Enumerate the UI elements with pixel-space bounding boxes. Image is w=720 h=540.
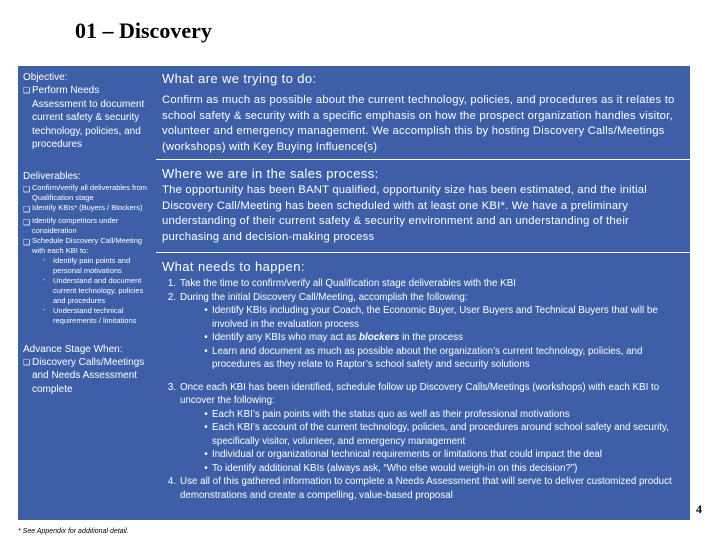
step-subtext	[212, 331, 682, 345]
step-subitem	[162, 421, 682, 448]
bullet-dot-icon: •	[204, 408, 208, 420]
bullet-dot-icon: •	[204, 449, 208, 460]
bullet-dot-icon: •	[204, 462, 208, 474]
deliverable-item	[23, 183, 151, 203]
bullet-dot-icon: •	[204, 422, 208, 433]
step-subitem	[162, 331, 682, 345]
step-text: Once each KBI has been identified, schedule follow up Discovery Calls/Meetings (workshops) with each KBI to uncover the following:	[180, 381, 660, 406]
action-steps	[162, 277, 682, 502]
step-text: Use all of this gathered information to complete a Needs Assessment that will serve to deliver customized product demonstrations and create a compelling, value-based proposal	[180, 476, 672, 501]
step-subtext: To identify additional KBIs (always ask, “Who else would weigh-in on this decision?”)	[212, 462, 578, 474]
section-heading: Where we are in the sales process:	[162, 166, 379, 181]
dash-bullet-icon: -	[43, 256, 46, 264]
step-subtext: Identify KBIs including your Coach, the Economic Buyer, User Buyers and Technical Buyers that will be involved in the evaluation process	[212, 305, 658, 330]
deliverable-subtext: Identify pain points and personal motivations	[53, 255, 131, 275]
section-divider	[156, 252, 690, 253]
dash-bullet-icon: -	[43, 276, 46, 284]
step-subtext: Each KBI’s account of the current technology, policies, and procedures around school safety and security, specifically visitor, volunteer, and emergency management	[212, 422, 669, 447]
section-actions	[162, 259, 682, 502]
step-number: 3.	[167, 381, 176, 393]
step-text: Take the time to confirm/verify all Qualification stage deliverables with the KBI	[180, 278, 516, 289]
objective-heading: Objective:	[23, 72, 68, 83]
step-subtext-emphasis: blockers	[359, 332, 400, 343]
section-body: The opportunity has been BANT qualified, opportunity size has been estimated, and the initial Discovery Call/Meeting has been scheduled with at least one KBI*. We have a preliminary understanding of their current safety & security environment and an understanding of their purchasing and decision-making process	[162, 184, 647, 243]
section-body: Confirm as much as possible about the current technology, policies, and procedures as it relates to school safety & security with a specific emphasis on how the prospect organization handles visitor, volunteer and emergency management. We accomplish this by hosting Discovery Calls/Meetings (workshops) with Key Buying Influence(s)	[162, 94, 675, 153]
deliverable-text: Identify competitors under consideration	[32, 215, 119, 235]
deliverable-item	[23, 216, 151, 236]
dash-bullet-icon: -	[43, 306, 46, 314]
step-item	[162, 475, 682, 502]
section-heading: What needs to happen:	[162, 259, 305, 274]
checkbox-bullet-icon: ❑	[23, 184, 31, 194]
deliverable-subtext: Understand and document current technology, policies and procedures	[53, 275, 144, 305]
deliverable-subitem	[23, 256, 151, 276]
checkbox-bullet-icon: ❑	[23, 217, 31, 227]
page-title: 01 – Discovery	[75, 18, 212, 43]
step-item	[162, 381, 682, 408]
step-number: 4.	[167, 476, 176, 487]
step-subitem	[162, 448, 682, 462]
checkbox-bullet-icon: ❑	[23, 86, 31, 95]
deliverable-subtext: Understand technical requirements / limitations	[53, 305, 137, 325]
step-text: During the initial Discovery Call/Meeting, accomplish the following:	[180, 291, 468, 303]
bullet-dot-icon: •	[204, 345, 208, 357]
step-subtext-pre: Identify any KBIs who may act as	[212, 332, 360, 343]
footnote: * See Appendix for additional detail.	[18, 528, 129, 535]
deliverables-heading: Deliverables:	[23, 170, 81, 182]
step-number: 2.	[167, 291, 176, 303]
objective-text: Perform Needs Assessment to document current safety & security technology, policies, and procedures	[32, 85, 145, 150]
step-subtext-post: in the process	[399, 332, 464, 343]
deliverable-text: Confirm/verify all deliverables from Qualification stage	[32, 182, 148, 202]
step-subitem	[162, 408, 682, 422]
sidebar-panel	[18, 66, 156, 520]
section-divider	[156, 159, 690, 160]
main-panel	[156, 66, 690, 520]
deliverable-item	[23, 203, 151, 216]
page-number: 4	[696, 502, 702, 516]
step-subitem	[162, 345, 682, 372]
deliverable-subitem	[23, 306, 151, 326]
advance-heading: Advance Stage When:	[23, 343, 123, 355]
step-item	[162, 277, 682, 291]
section-heading: What are we trying to do:	[162, 71, 317, 86]
step-subtext: Learn and document as much as possible about the organization’s current technology, policies, and procedures as they relate to Raptor’s school safety and security solutions	[212, 345, 643, 370]
step-subtext: Individual or organizational technical requirements or limitations that could impact the deal	[212, 449, 602, 460]
step-subitem	[162, 304, 682, 331]
bullet-dot-icon: •	[204, 305, 208, 316]
deliverable-item	[23, 236, 151, 256]
bullet-dot-icon: •	[204, 332, 208, 343]
step-item	[162, 291, 682, 305]
section-goal	[162, 71, 682, 155]
deliverable-subitem	[23, 276, 151, 306]
deliverable-text: Identify KBIs* (Buyers / Blockers)	[32, 202, 143, 212]
step-subitem	[162, 462, 682, 476]
checkbox-bullet-icon: ❑	[23, 237, 31, 247]
objective-item	[23, 84, 151, 152]
deliverable-text: Schedule Discovery Call/Meeting with each KBI to:	[32, 235, 143, 255]
section-stage	[162, 166, 682, 245]
step-subtext: Each KBI’s pain points with the status quo as well as their professional motivations	[212, 408, 570, 420]
checkbox-bullet-icon: ❑	[23, 357, 31, 367]
step-number: 1.	[167, 278, 176, 289]
checkbox-bullet-icon: ❑	[23, 204, 31, 214]
advance-item	[23, 356, 151, 397]
advance-text: Discovery Calls/Meetings and Needs Assessment complete	[32, 356, 145, 395]
